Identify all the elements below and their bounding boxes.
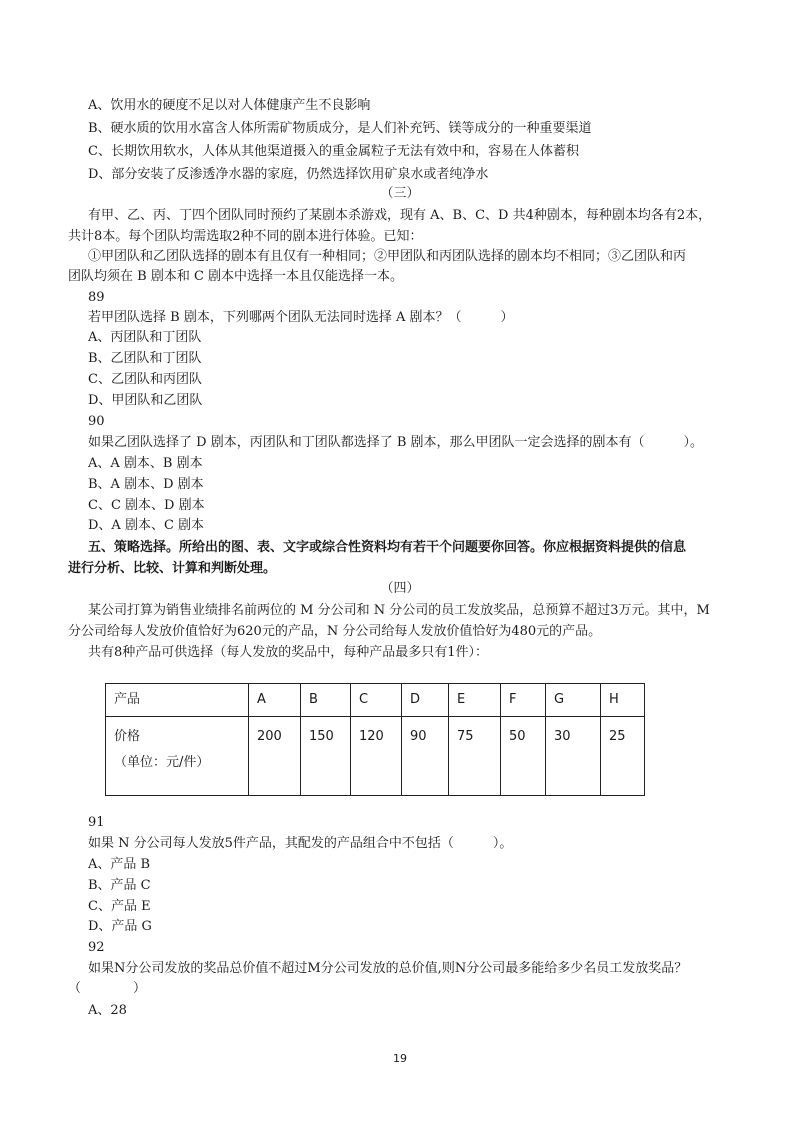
price-cell: 75	[449, 717, 501, 796]
prev-option-a: A、饮用水的硬度不足以对人体健康产生不良影响	[88, 98, 371, 113]
q91-text: 如果 N 分公司每人发放5件产品，其配发的产品组合中不包括（ ）。	[88, 836, 513, 851]
q89-option-a: A、丙团队和丁团队	[88, 330, 202, 345]
product-row-label: 产品	[106, 684, 249, 717]
product-cell: C	[351, 684, 402, 717]
section3-intro-line1: 有甲、乙、丙、丁四个团队同时预约了某剧本杀游戏，现有 A、B、C、D 共4种剧本，每种剧本均各有2本，	[88, 208, 712, 223]
price-cell: 30	[546, 717, 601, 796]
product-cell: D	[402, 684, 449, 717]
q91-option-d: D、产品 G	[88, 919, 152, 934]
q91-option-a: A、产品 B	[88, 857, 151, 872]
part5-heading-line1: 五、策略选择。所给出的图、表、文字或综合性资料均有若干个问题要你回答。你应根据资料提供的信息	[88, 540, 687, 555]
price-cell: 90	[402, 717, 449, 796]
q92-answer-paren: （ ）	[68, 981, 147, 996]
q89-text: 若甲团队选择 B 剧本，下列哪两个团队无法同时选择 A 剧本？（ ）	[88, 310, 514, 325]
prev-option-d: D、部分安装了反渗透净水器的家庭，仍然选择饮用矿泉水或者纯净水	[88, 167, 489, 182]
section3-intro-line2: 共计8本。每个团队均需选取2种不同的剧本进行体验。已知：	[68, 229, 423, 244]
product-row	[106, 684, 645, 717]
section3-conditions-line1: ①甲团队和乙团队选择的剧本有且仅有一种相同；②甲团队和丙团队选择的剧本均不相同；③乙团队和丙	[88, 249, 687, 264]
q90-text: 如果乙团队选择了 D 剧本，丙团队和丁团队都选择了 B 剧本，那么甲团队一定会选择的剧本有（ ）。	[88, 435, 704, 450]
q90-option-a: A、A 剧本、B 剧本	[88, 456, 203, 471]
section3-heading: （三）	[380, 186, 420, 201]
q91-number: 91	[88, 815, 105, 830]
product-cell: H	[601, 684, 645, 717]
q91-option-b: B、产品 C	[88, 878, 151, 893]
price-table	[105, 683, 645, 796]
q90-option-c: C、C 剧本、D 剧本	[88, 498, 205, 513]
q89-option-b: B、乙团队和丁团队	[88, 351, 202, 366]
q90-option-d: D、A 剧本、C 剧本	[88, 518, 205, 533]
page-number: 19	[393, 1052, 407, 1065]
q91-option-c: C、产品 E	[88, 899, 151, 914]
price-cell: 200	[249, 717, 301, 796]
price-cell: 25	[601, 717, 645, 796]
section4-intro-line2: 分公司给每人发放价值恰好为620元的产品，N 分公司给每人发放价值恰好为480元的产品。	[68, 624, 602, 639]
prev-option-b: B、硬水质的饮用水富含人体所需矿物质成分，是人们补充钙、镁等成分的一种重要渠道	[88, 121, 592, 136]
product-cell: A	[249, 684, 301, 717]
product-cell: E	[449, 684, 501, 717]
q90-option-b: B、A 剧本、D 剧本	[88, 477, 204, 492]
price-cell: 120	[351, 717, 402, 796]
price-unit: （单位：元/件）	[114, 755, 210, 770]
section3-conditions-line2: 团队均须在 B 剧本和 C 剧本中选择一本且仅能选择一本。	[68, 269, 404, 284]
price-cell: 150	[301, 717, 351, 796]
q92-option-a: A、28	[88, 1003, 127, 1018]
product-cell: B	[301, 684, 351, 717]
product-cell: F	[501, 684, 546, 717]
q89-option-d: D、甲团队和乙团队	[88, 393, 203, 408]
part5-heading-line2: 进行分析、比较、计算和判断处理。	[68, 561, 277, 576]
price-label: 价格	[114, 729, 141, 744]
q90-number: 90	[88, 414, 105, 429]
product-cell: G	[546, 684, 601, 717]
price-row-label	[106, 717, 249, 796]
q92-text: 如果N分公司发放的奖品总价值不超过M分公司发放的总价值,则N分公司最多能给多少名员工发放奖品？	[88, 961, 688, 976]
q92-number: 92	[88, 940, 105, 955]
section4-intro-line1: 某公司打算为销售业绩排名前两位的 M 分公司和 N 分公司的员工发放奖品，总预算不超过3万元。其中，M	[88, 603, 710, 618]
price-row	[106, 717, 645, 796]
price-cell: 50	[501, 717, 546, 796]
section4-heading: （四）	[380, 581, 420, 596]
prev-option-c: C、长期饮用软水，人体从其他渠道摄入的重金属粒子无法有效中和，容易在人体蓄积	[88, 144, 579, 159]
section4-intro-line3: 共有8种产品可供选择（每人发放的奖品中，每种产品最多只有1件）：	[88, 645, 489, 660]
q89-option-c: C、乙团队和丙团队	[88, 372, 202, 387]
q89-number: 89	[88, 290, 105, 305]
